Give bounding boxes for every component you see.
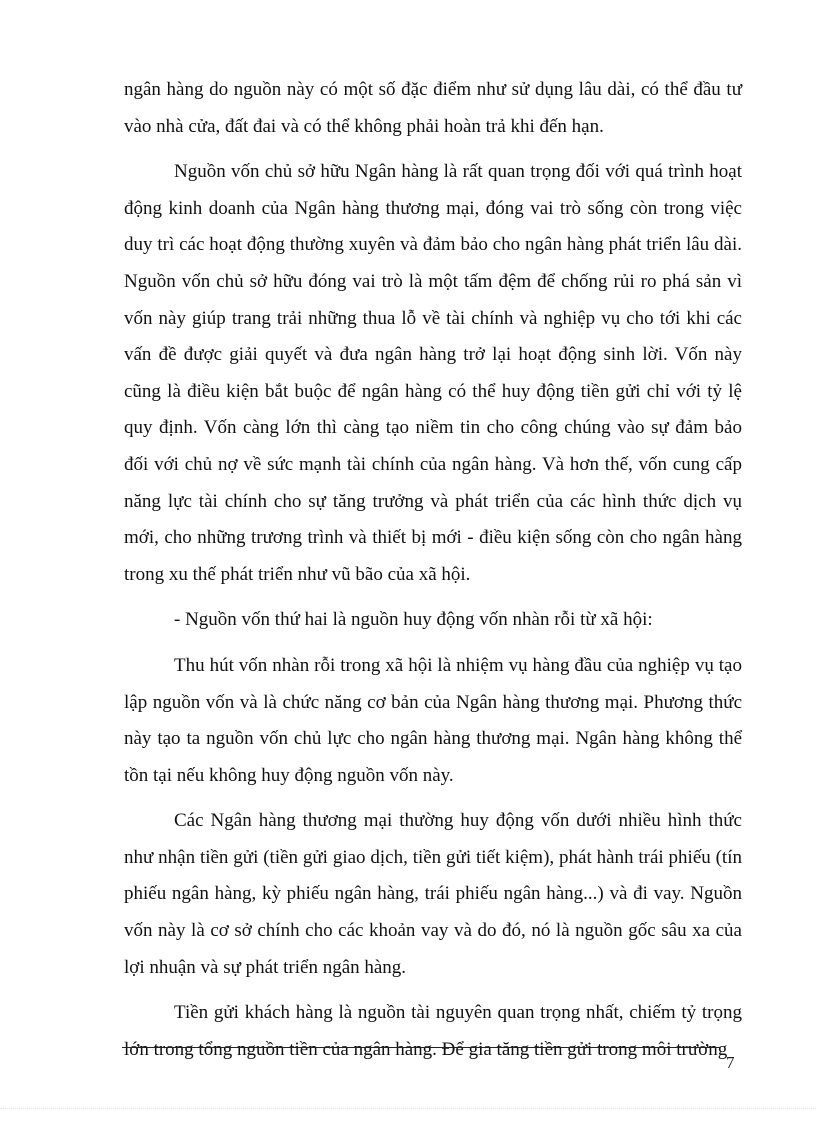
paragraph-customer-deposits: Tiền gửi khách hàng là nguồn tài nguyên quan trọng nhất, chiếm tỷ trọng lớn trong tổng nguồn tiền của ngân hàng. Để gia tăng tiền gửi trong môi trường (124, 1002, 742, 1060)
paragraph-idle-capital: Thu hút vốn nhàn rỗi trong xã hội là nhiệm vụ hàng đầu của nghiệp vụ tạo lập nguồn vốn và là chức năng cơ bản của Ngân hàng thương mại. Phương thức này tạo ta nguồn vốn chủ lực cho ngân hàng thương mại. Ngân hàng không thể tồn tại nếu không huy động nguồn vốn này. (124, 654, 742, 786)
paragraph-continuation: ngân hàng do nguồn này có một số đặc điểm như sử dụng lâu dài, có thể đầu tư vào nhà cửa, đất đai và có thể không phải hoàn trả khi đến hạn. (124, 79, 742, 137)
paragraph-mobilization-forms: Các Ngân hàng thương mại thường huy động vốn dưới nhiều hình thức như nhận tiền gửi (tiền gửi giao dịch, tiền gửi tiết kiệm), phát hành trái phiếu (tín phiếu ngân hàng, kỳ phiếu ngân hàng, trái phiếu ngân hàng...) và đi vay. Nguồn vốn này là cơ sở chính cho các khoản vay và do đó, nó là nguồn gốc sâu xa của lợi nhuận và sự phát triển ngân hàng. (124, 810, 742, 978)
document-body (124, 72, 742, 1068)
footer-divider (122, 1047, 720, 1048)
paragraph-owner-equity: Nguồn vốn chủ sở hữu Ngân hàng là rất quan trọng đối với quá trình hoạt động kinh doanh của Ngân hàng thương mại, đóng vai trò sống còn trong việc duy trì các hoạt động thường xuyên và đảm bảo cho ngân hàng phát triển lâu dài. Nguồn vốn chủ sở hữu đóng vai trò là một tấm đệm để chống rủi ro phá sản vì vốn này giúp trang trải những thua lỗ về tài chính và nghiệp vụ cho tới khi các vấn đề được giải quyết và đưa ngân hàng trở lại hoạt động sinh lời. Vốn này cũng là điều kiện bắt buộc để ngân hàng có thể huy động tiền gửi chỉ với tỷ lệ quy định. Vốn càng lớn thì càng tạo niềm tin cho công chúng vào sự đảm bảo đối với chủ nợ về sức mạnh tài chính của ngân hàng. Và hơn thế, vốn cung cấp năng lực tài chính cho sự tăng trưởng và phát triển của các hình thức dịch vụ mới, cho những trương trình và thiết bị mới - điều kiện sống còn cho ngân hàng trong xu thế phát triển như vũ bão của xã hội. (124, 161, 742, 585)
paragraph-second-source-heading: - Nguồn vốn thứ hai là nguồn huy động vốn nhàn rỗi từ xã hội: (174, 609, 653, 631)
page-bottom-border (0, 1108, 816, 1109)
page-number: 7 (726, 1053, 735, 1072)
